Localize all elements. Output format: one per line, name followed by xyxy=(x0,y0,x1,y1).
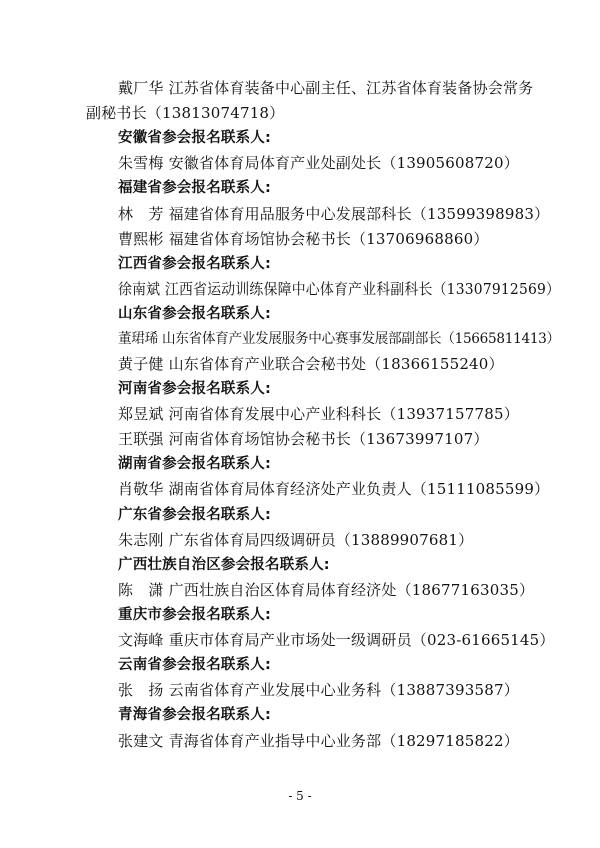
contact-line: 张 扬 云南省体育产业发展中心业务科（13887393587） xyxy=(118,681,519,699)
contact-line: 戴厂华 江苏省体育装备中心副主任、江苏省体育装备协会常务 xyxy=(118,79,534,97)
contact-line: 林 芳 福建省体育用品服务中心发展部科长（13599398983） xyxy=(118,205,550,223)
contact-line: 曹熙彬 福建省体育场馆协会秘书长（13706968860） xyxy=(118,230,489,248)
section-heading: 重庆市参会报名联系人: xyxy=(118,607,271,623)
section-heading: 安徽省参会报名联系人: xyxy=(118,130,271,146)
contact-line: 文海峰 重庆市体育局产业市场处一级调研员（023-61665145） xyxy=(118,631,555,649)
contact-line: 徐南斌 江西省运动训练保障中心体育产业科副科长（13307912569） xyxy=(118,280,561,298)
contact-line: 董珺琋 山东省体育产业发展服务中心赛事发展部副部长（15665811413） xyxy=(118,331,560,347)
contact-line: 副秘书长（13813074718） xyxy=(86,104,285,122)
section-heading: 山东省参会报名联系人: xyxy=(118,306,271,322)
contact-line: 张建文 青海省体育产业指导中心业务部（18297185822） xyxy=(118,732,519,750)
page-number: - 5 - xyxy=(288,789,312,803)
contact-line: 肖敬华 湖南省体育局体育经济处产业负责人（15111085599） xyxy=(118,480,550,498)
contact-line: 朱雪梅 安徽省体育局体育产业处副处长（13905608720） xyxy=(118,154,519,172)
section-heading: 江西省参会报名联系人: xyxy=(118,256,271,272)
section-heading: 青海省参会报名联系人: xyxy=(118,707,271,723)
section-heading: 湖南省参会报名联系人: xyxy=(118,456,271,472)
contact-line: 陈 潇 广西壮族自治区体育局体育经济处（18677163035） xyxy=(118,581,535,599)
section-heading: 广东省参会报名联系人: xyxy=(118,507,271,523)
contact-line: 郑昱斌 河南省体育发展中心产业科科长（13937157785） xyxy=(118,405,519,423)
section-heading: 河南省参会报名联系人: xyxy=(118,381,271,397)
section-heading: 福建省参会报名联系人: xyxy=(118,180,271,196)
contact-line: 王联强 河南省体育场馆协会秘书长（13673997107） xyxy=(118,430,489,448)
section-heading: 广西壮族自治区参会报名联系人: xyxy=(118,557,330,573)
contact-line: 朱志刚 广东省体育局四级调研员（13889907681） xyxy=(118,531,474,549)
contact-line: 黄子健 山东省体育产业联合会秘书处（18366155240） xyxy=(118,355,504,373)
section-heading: 云南省参会报名联系人: xyxy=(118,657,271,673)
